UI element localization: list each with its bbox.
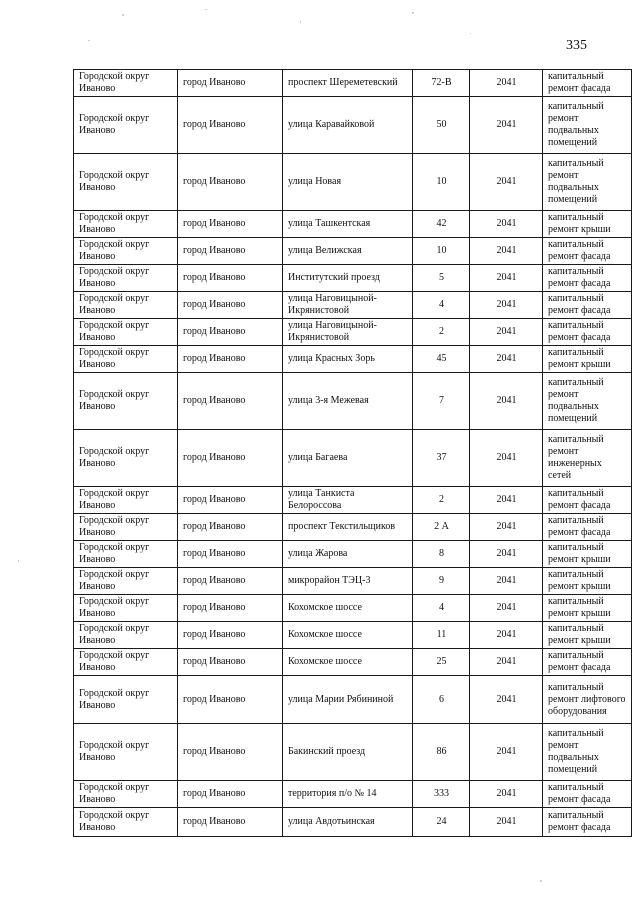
table-row	[74, 568, 632, 595]
district-cell: Городской округ Иваново	[74, 568, 178, 595]
street-cell: Кохомское шоссе	[283, 649, 413, 676]
street-cell: улица Наговицыной-Икрянистовой	[283, 292, 413, 319]
table-body	[74, 70, 632, 837]
street-cell: проспект Текстильщиков	[283, 514, 413, 541]
scan-speck	[412, 12, 414, 14]
house-number-cell: 11	[413, 622, 470, 649]
table-row	[74, 97, 632, 154]
street-cell: улица Ташкентская	[283, 211, 413, 238]
table-row	[74, 238, 632, 265]
house-number-cell: 72-В	[413, 70, 470, 97]
district-cell: Городской округ Иваново	[74, 514, 178, 541]
city-cell: город Иваново	[178, 70, 283, 97]
table-row	[74, 211, 632, 238]
city-cell: город Иваново	[178, 430, 283, 487]
street-cell: улица 3-я Межевая	[283, 373, 413, 430]
year-cell: 2041	[470, 265, 543, 292]
year-cell: 2041	[470, 154, 543, 211]
district-cell: Городской округ Иваново	[74, 70, 178, 97]
city-cell: город Иваново	[178, 724, 283, 781]
table-row	[74, 595, 632, 622]
work-type-cell: капитальный ремонт лифтового оборудования	[543, 676, 632, 724]
table-row	[74, 541, 632, 568]
street-cell: Бакинский проезд	[283, 724, 413, 781]
work-type-cell: капитальный ремонт фасада	[543, 514, 632, 541]
house-number-cell: 86	[413, 724, 470, 781]
scan-speck	[88, 40, 90, 41]
work-type-cell: капитальный ремонт крыши	[543, 595, 632, 622]
year-cell: 2041	[470, 211, 543, 238]
city-cell: город Иваново	[178, 154, 283, 211]
district-cell: Городской округ Иваново	[74, 97, 178, 154]
street-cell: Институтский проезд	[283, 265, 413, 292]
year-cell: 2041	[470, 97, 543, 154]
house-number-cell: 333	[413, 781, 470, 808]
table-row	[74, 649, 632, 676]
work-type-cell: капитальный ремонт подвальных помещений	[543, 154, 632, 211]
work-type-cell: капитальный ремонт фасада	[543, 319, 632, 346]
year-cell: 2041	[470, 568, 543, 595]
year-cell: 2041	[470, 622, 543, 649]
table-row	[74, 292, 632, 319]
city-cell: город Иваново	[178, 622, 283, 649]
house-number-cell: 2	[413, 319, 470, 346]
table-row	[74, 346, 632, 373]
table-row	[74, 808, 632, 837]
work-type-cell: капитальный ремонт фасада	[543, 649, 632, 676]
city-cell: город Иваново	[178, 97, 283, 154]
scan-speck	[122, 14, 124, 16]
house-number-cell: 50	[413, 97, 470, 154]
year-cell: 2041	[470, 676, 543, 724]
city-cell: город Иваново	[178, 211, 283, 238]
house-number-cell: 8	[413, 541, 470, 568]
district-cell: Городской округ Иваново	[74, 781, 178, 808]
work-type-cell: капитальный ремонт подвальных помещений	[543, 724, 632, 781]
district-cell: Городской округ Иваново	[74, 724, 178, 781]
year-cell: 2041	[470, 649, 543, 676]
table-row	[74, 265, 632, 292]
city-cell: город Иваново	[178, 319, 283, 346]
district-cell: Городской округ Иваново	[74, 649, 178, 676]
street-cell: улица Новая	[283, 154, 413, 211]
house-number-cell: 6	[413, 676, 470, 724]
street-cell: улица Наговицыной-Икрянистовой	[283, 319, 413, 346]
table-row	[74, 487, 632, 514]
street-cell: улица Авдотьинская	[283, 808, 413, 837]
district-cell: Городской округ Иваново	[74, 346, 178, 373]
work-type-cell: капитальный ремонт подвальных помещений	[543, 373, 632, 430]
scan-speck	[205, 9, 207, 10]
scan-speck	[18, 560, 19, 562]
house-number-cell: 37	[413, 430, 470, 487]
street-cell: улица Красных Зорь	[283, 346, 413, 373]
work-type-cell: капитальный ремонт фасада	[543, 70, 632, 97]
work-type-cell: капитальный ремонт крыши	[543, 622, 632, 649]
city-cell: город Иваново	[178, 781, 283, 808]
district-cell: Городской округ Иваново	[74, 238, 178, 265]
work-type-cell: капитальный ремонт фасада	[543, 292, 632, 319]
district-cell: Городской округ Иваново	[74, 211, 178, 238]
year-cell: 2041	[470, 808, 543, 837]
street-cell: улица Велижская	[283, 238, 413, 265]
house-number-cell: 5	[413, 265, 470, 292]
street-cell: улица Жарова	[283, 541, 413, 568]
district-cell: Городской округ Иваново	[74, 808, 178, 837]
year-cell: 2041	[470, 724, 543, 781]
work-type-cell: капитальный ремонт инженерных сетей	[543, 430, 632, 487]
work-type-cell: капитальный ремонт крыши	[543, 541, 632, 568]
table-row	[74, 154, 632, 211]
work-type-cell: капитальный ремонт крыши	[543, 568, 632, 595]
work-type-cell: капитальный ремонт крыши	[543, 346, 632, 373]
table-row	[74, 373, 632, 430]
house-number-cell: 2 А	[413, 514, 470, 541]
scan-speck	[300, 21, 301, 23]
work-type-cell: капитальный ремонт фасада	[543, 238, 632, 265]
table-row	[74, 781, 632, 808]
street-cell: территория п/о № 14	[283, 781, 413, 808]
city-cell: город Иваново	[178, 649, 283, 676]
district-cell: Городской округ Иваново	[74, 292, 178, 319]
street-cell: улица Марии Рябининой	[283, 676, 413, 724]
city-cell: город Иваново	[178, 487, 283, 514]
year-cell: 2041	[470, 346, 543, 373]
house-number-cell: 2	[413, 487, 470, 514]
year-cell: 2041	[470, 781, 543, 808]
table-row	[74, 622, 632, 649]
house-number-cell: 9	[413, 568, 470, 595]
table-row	[74, 676, 632, 724]
district-cell: Городской округ Иваново	[74, 541, 178, 568]
table-row	[74, 724, 632, 781]
year-cell: 2041	[470, 319, 543, 346]
house-number-cell: 10	[413, 238, 470, 265]
district-cell: Городской округ Иваново	[74, 154, 178, 211]
street-cell: проспект Шереметевский	[283, 70, 413, 97]
city-cell: город Иваново	[178, 676, 283, 724]
district-cell: Городской округ Иваново	[74, 487, 178, 514]
city-cell: город Иваново	[178, 292, 283, 319]
district-cell: Городской округ Иваново	[74, 595, 178, 622]
house-number-cell: 7	[413, 373, 470, 430]
city-cell: город Иваново	[178, 346, 283, 373]
scan-speck	[470, 33, 471, 34]
year-cell: 2041	[470, 514, 543, 541]
city-cell: город Иваново	[178, 595, 283, 622]
work-type-cell: капитальный ремонт фасада	[543, 487, 632, 514]
city-cell: город Иваново	[178, 808, 283, 837]
work-type-cell: капитальный ремонт фасада	[543, 781, 632, 808]
work-type-cell: капитальный ремонт фасада	[543, 808, 632, 837]
street-cell: улица Багаева	[283, 430, 413, 487]
house-number-cell: 10	[413, 154, 470, 211]
district-cell: Городской округ Иваново	[74, 676, 178, 724]
street-cell: улица Каравайковой	[283, 97, 413, 154]
year-cell: 2041	[470, 292, 543, 319]
district-cell: Городской округ Иваново	[74, 373, 178, 430]
work-type-cell: капитальный ремонт подвальных помещений	[543, 97, 632, 154]
city-cell: город Иваново	[178, 373, 283, 430]
street-cell: улица Танкиста Белороссова	[283, 487, 413, 514]
table-row	[74, 70, 632, 97]
scan-speck	[540, 880, 542, 882]
house-number-cell: 25	[413, 649, 470, 676]
district-cell: Городской округ Иваново	[74, 265, 178, 292]
year-cell: 2041	[470, 595, 543, 622]
house-number-cell: 45	[413, 346, 470, 373]
city-cell: город Иваново	[178, 265, 283, 292]
city-cell: город Иваново	[178, 568, 283, 595]
table-row	[74, 430, 632, 487]
work-type-cell: капитальный ремонт крыши	[543, 211, 632, 238]
city-cell: город Иваново	[178, 541, 283, 568]
year-cell: 2041	[470, 373, 543, 430]
house-number-cell: 4	[413, 595, 470, 622]
year-cell: 2041	[470, 487, 543, 514]
street-cell: Кохомское шоссе	[283, 595, 413, 622]
street-cell: Кохомское шоссе	[283, 622, 413, 649]
house-number-cell: 42	[413, 211, 470, 238]
house-number-cell: 4	[413, 292, 470, 319]
page-number: 335	[566, 38, 587, 53]
table-row	[74, 319, 632, 346]
year-cell: 2041	[470, 430, 543, 487]
year-cell: 2041	[470, 238, 543, 265]
district-cell: Городской округ Иваново	[74, 319, 178, 346]
repair-schedule-table	[73, 69, 632, 837]
city-cell: город Иваново	[178, 238, 283, 265]
year-cell: 2041	[470, 541, 543, 568]
work-type-cell: капитальный ремонт фасада	[543, 265, 632, 292]
city-cell: город Иваново	[178, 514, 283, 541]
district-cell: Городской округ Иваново	[74, 622, 178, 649]
table-row	[74, 514, 632, 541]
house-number-cell: 24	[413, 808, 470, 837]
district-cell: Городской округ Иваново	[74, 430, 178, 487]
street-cell: микрорайон ТЭЦ-3	[283, 568, 413, 595]
year-cell: 2041	[470, 70, 543, 97]
